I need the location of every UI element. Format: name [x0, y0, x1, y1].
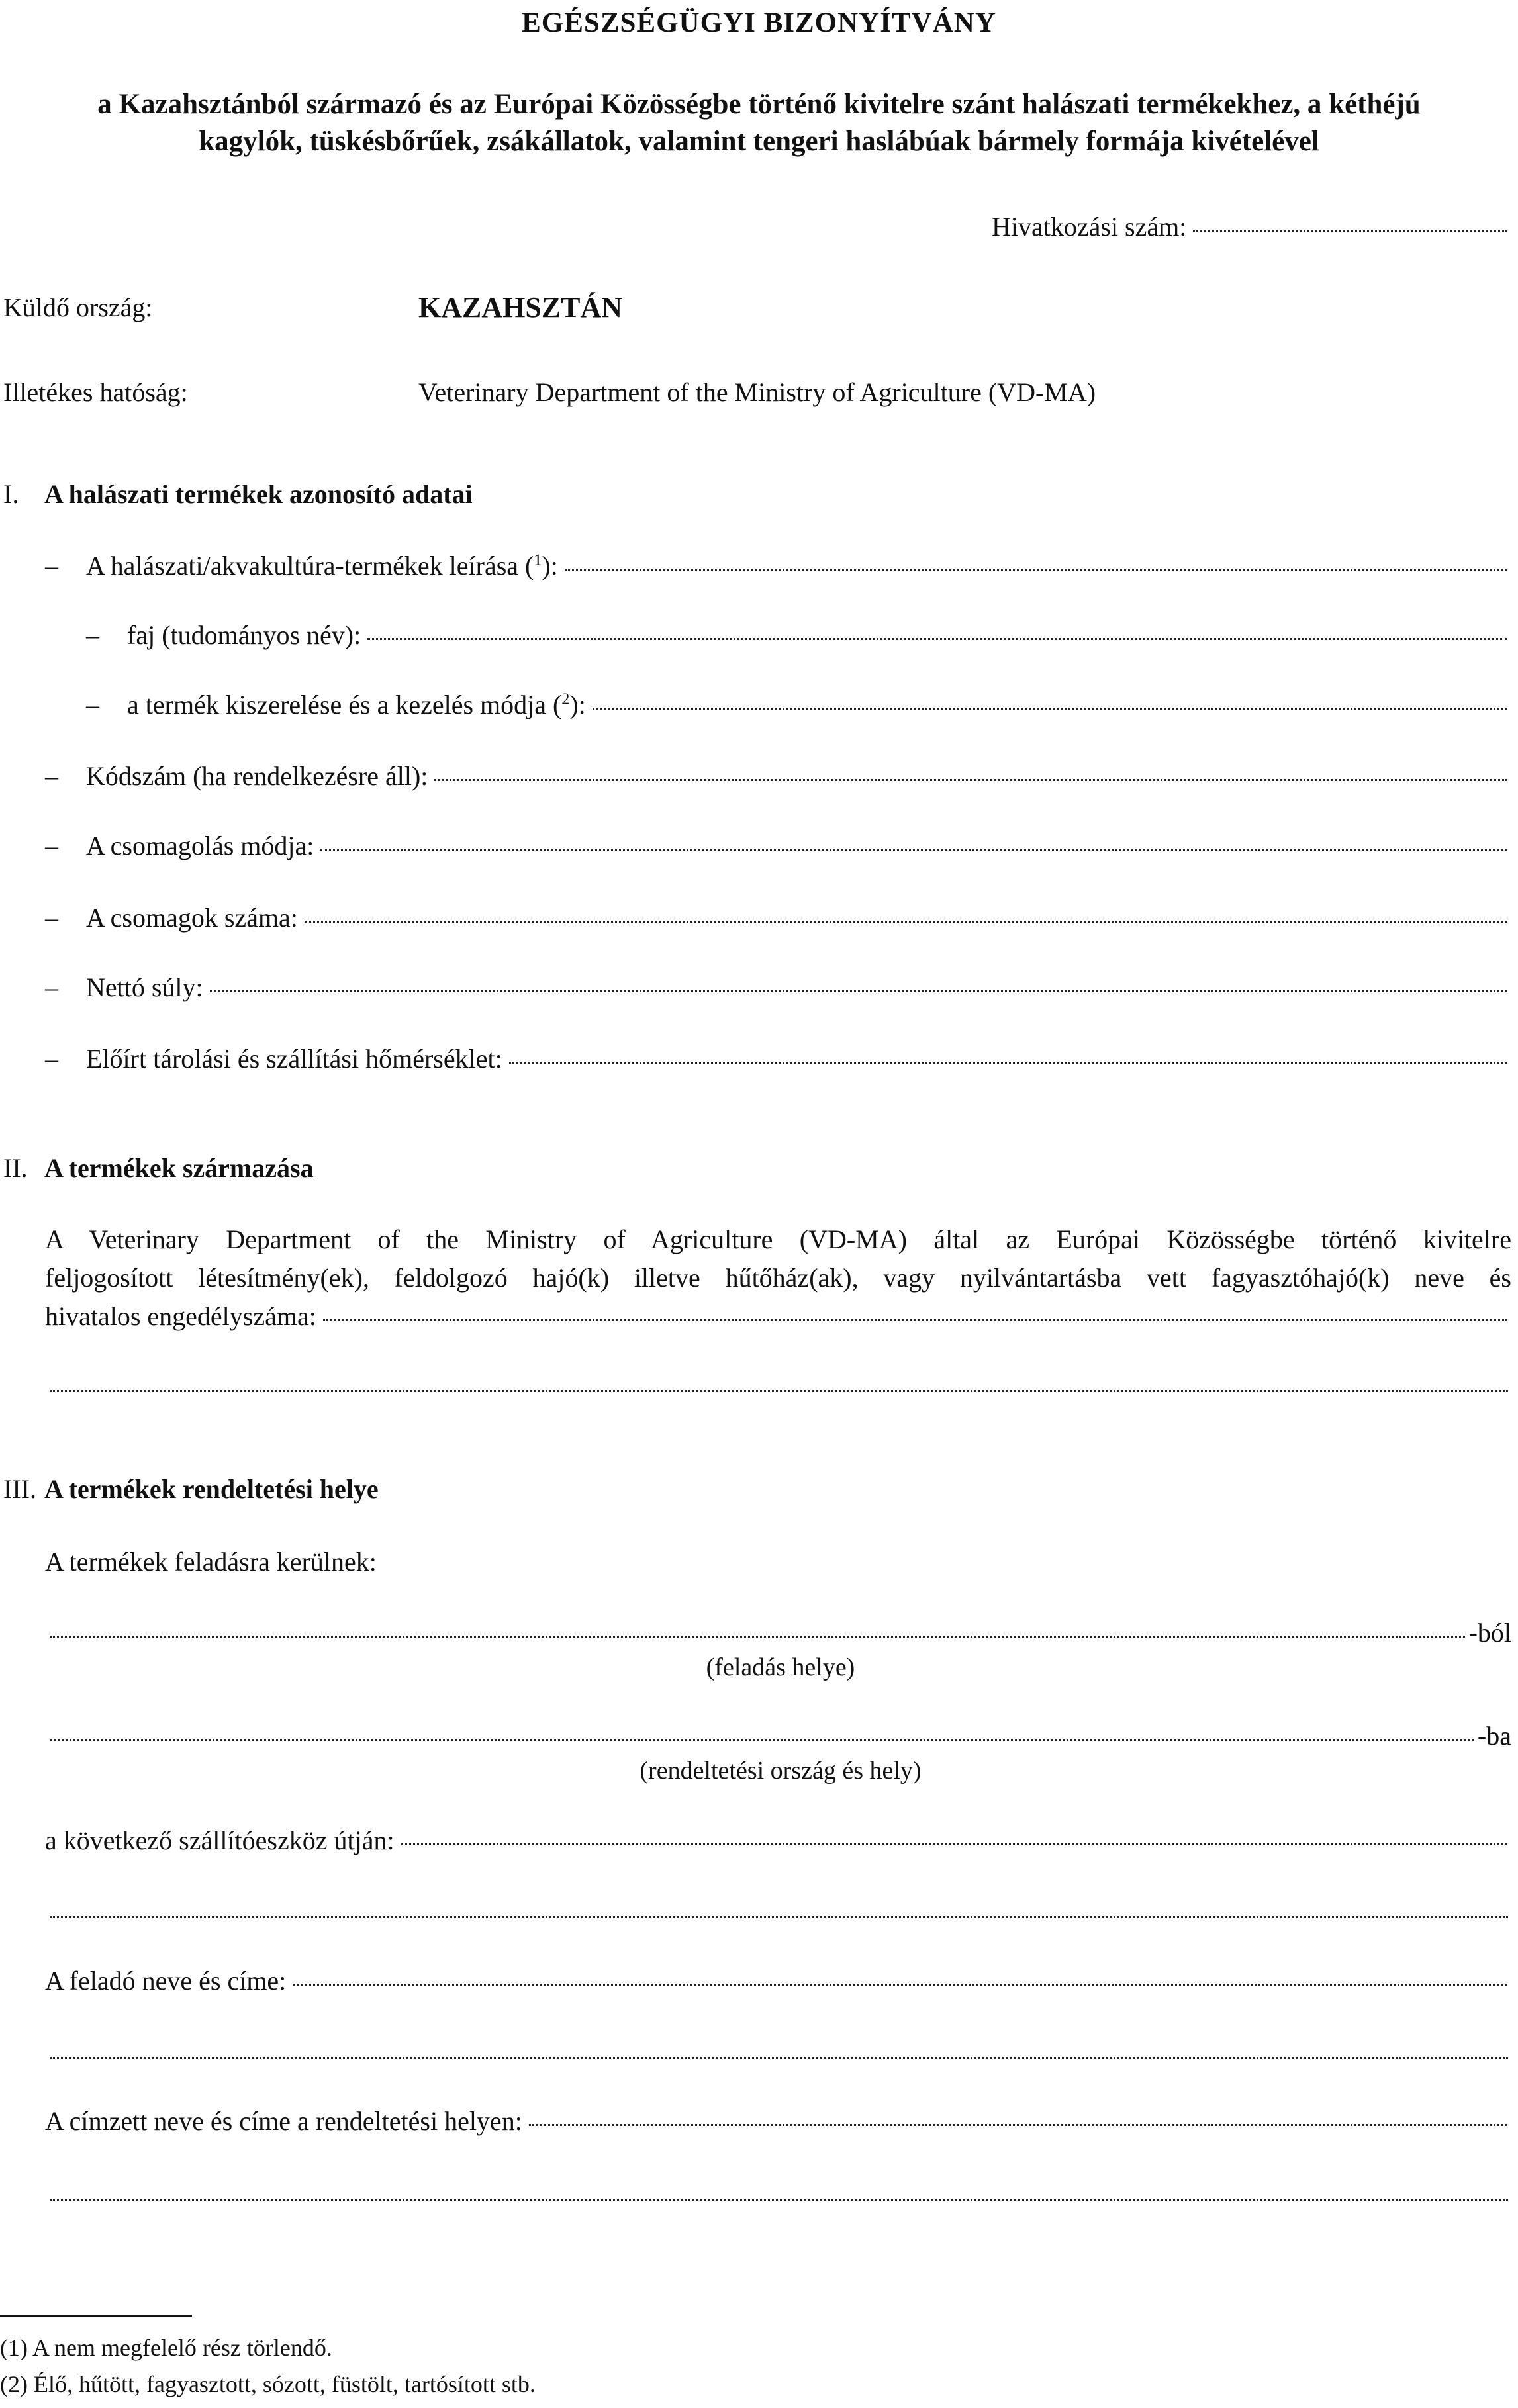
code-number-field[interactable]	[45, 760, 1511, 793]
consignor-dotted-line[interactable]	[293, 1984, 1507, 1986]
transport-label: a következő szállítóeszköz útján:	[45, 1826, 395, 1855]
dispatch-from-caption: (feladás helye)	[706, 1653, 855, 1681]
packages-count-field[interactable]	[45, 902, 1511, 935]
footnote-1	[0, 2333, 332, 2363]
dispatch-from-suffix: -ból	[1468, 1618, 1511, 1647]
section-3-number: III.	[3, 1474, 36, 1504]
reference-label: Hivatkozási szám:	[992, 212, 1187, 242]
destination-suffix: -ba	[1477, 1721, 1511, 1751]
dispatch-intro: A termékek feladásra kerülnek:	[45, 1547, 377, 1577]
net-weight-label: Nettó súly:	[86, 972, 203, 1002]
description-field[interactable]	[45, 549, 1511, 582]
transport-dotted-line-2[interactable]	[50, 1916, 1508, 1918]
reference-number-field[interactable]	[992, 210, 1511, 244]
code-number-dotted-line[interactable]	[434, 779, 1507, 781]
dash-marker: –	[45, 761, 58, 791]
temperature-label: Előírt tárolási és szállítási hőmérséklet:	[86, 1044, 502, 1074]
packaging-dotted-line[interactable]	[320, 849, 1507, 851]
subtitle-line-2: kagylók, tüskésbőrűek, zsákállatok, valamint tengeri haslábúak bármely formája kivételével	[199, 125, 1319, 157]
subtitle-line-1: a Kazahsztánból származó és az Európai Közösségbe történő kivitelre szánt halászati termékekhez, a kéthéjú	[97, 89, 1421, 120]
dash-marker: –	[86, 690, 99, 719]
packages-count-dotted-line[interactable]	[305, 921, 1507, 923]
origin-paragraph-line-3: hivatalos engedélyszáma:	[45, 1301, 316, 1331]
dispatch-from-field[interactable]	[50, 1616, 1511, 1649]
footnote-2-text: Élő, hűtött, fagyasztott, sózott, füstölt, tartósított stb.	[33, 2371, 536, 2397]
processing-field[interactable]	[86, 688, 1511, 721]
reference-dotted-line[interactable]	[1193, 230, 1507, 232]
origin-paragraph-line-1: A Veterinary Department of the Ministry of Agriculture (VD-MA) által az Európai Közösségbe történő kivitelre	[45, 1225, 1511, 1254]
species-field[interactable]	[86, 619, 1511, 652]
destination-dotted-line[interactable]	[50, 1739, 1474, 1741]
footnote-1-number: (1)	[0, 2335, 28, 2361]
origin-paragraph-line-2: feljogosított létesítmény(ek), feldolgozó hajó(k) illetve hűtőház(ak), vagy nyilvántartásba vett fagyasztóhajó(k) neve és	[45, 1263, 1511, 1293]
species-label: faj (tudományos név):	[127, 620, 361, 650]
certificate-title: EGÉSZSÉGÜGYI BIZONYÍTVÁNY	[522, 7, 996, 38]
processing-label: a termék kiszerelése és a kezelés módja ($^2$):	[127, 690, 586, 719]
section-1-number: I.	[3, 479, 19, 509]
consignee-field[interactable]	[45, 2105, 1511, 2138]
transport-dotted-line[interactable]	[401, 1843, 1507, 1845]
transport-field[interactable]	[45, 1824, 1511, 1857]
section-2-number: II.	[3, 1153, 28, 1183]
destination-field[interactable]	[50, 1720, 1511, 1753]
consignor-field[interactable]	[45, 1965, 1511, 1998]
footnote-separator	[0, 2315, 192, 2317]
packaging-field[interactable]	[45, 829, 1511, 862]
section-2-heading	[3, 1152, 314, 1185]
consignor-dotted-line-2[interactable]	[50, 2057, 1508, 2059]
certificate-subtitle	[0, 86, 1518, 160]
dash-marker: –	[45, 1044, 58, 1074]
species-dotted-line[interactable]	[367, 638, 1507, 640]
section-2-title: A termékek származása	[44, 1153, 314, 1183]
description-label: A halászati/akvakultúra-termékek leírása ($^1$):	[86, 551, 558, 580]
temperature-dotted-line[interactable]	[509, 1062, 1507, 1064]
footnote-ref-1: 1	[534, 551, 542, 569]
establishment-dotted-line[interactable]	[323, 1319, 1507, 1321]
establishment-field[interactable]	[45, 1300, 1511, 1333]
processing-dotted-line[interactable]	[593, 708, 1507, 710]
footnote-2	[0, 2370, 536, 2399]
dash-marker: –	[45, 831, 58, 860]
consignee-label: A címzett neve és címe a rendeltetési helyen:	[45, 2106, 522, 2136]
sender-country-value: KAZAHSZTÁN	[418, 291, 623, 324]
section-3-title: A termékek rendeltetési helye	[44, 1474, 379, 1504]
section-1-title: A halászati termékek azonosító adatai	[44, 479, 473, 509]
consignee-dotted-line-2[interactable]	[50, 2199, 1508, 2201]
net-weight-dotted-line[interactable]	[210, 990, 1507, 992]
description-dotted-line[interactable]	[565, 569, 1507, 571]
footnote-2-number: (2)	[0, 2371, 28, 2397]
temperature-field[interactable]	[45, 1042, 1511, 1076]
dash-marker: –	[45, 972, 58, 1002]
section-1-heading	[3, 478, 473, 511]
consignor-label: A feladó neve és címe:	[45, 1966, 287, 1996]
packages-count-label: A csomagok száma:	[86, 903, 298, 933]
dispatch-from-dotted-line[interactable]	[50, 1636, 1465, 1638]
section-3-heading	[3, 1473, 379, 1506]
authority-value: Veterinary Department of the Ministry of Agriculture (VD-MA)	[418, 377, 1096, 407]
dash-marker: –	[86, 620, 99, 650]
footnote-1-text: A nem megfelelő rész törlendő.	[32, 2335, 332, 2361]
dash-marker: –	[45, 903, 58, 933]
destination-caption: (rendeltetési ország és hely)	[640, 1757, 922, 1784]
establishment-dotted-line-2[interactable]	[50, 1390, 1508, 1392]
footnote-ref-2: 2	[561, 690, 570, 708]
sender-country-label: Küldő ország:	[3, 293, 153, 322]
dash-marker: –	[45, 551, 58, 580]
code-number-label: Kódszám (ha rendelkezésre áll):	[86, 761, 428, 791]
net-weight-field[interactable]	[45, 971, 1511, 1004]
authority-label: Illetékes hatóság:	[3, 377, 188, 407]
packaging-label: A csomagolás módja:	[86, 831, 314, 860]
consignee-dotted-line[interactable]	[529, 2124, 1507, 2126]
